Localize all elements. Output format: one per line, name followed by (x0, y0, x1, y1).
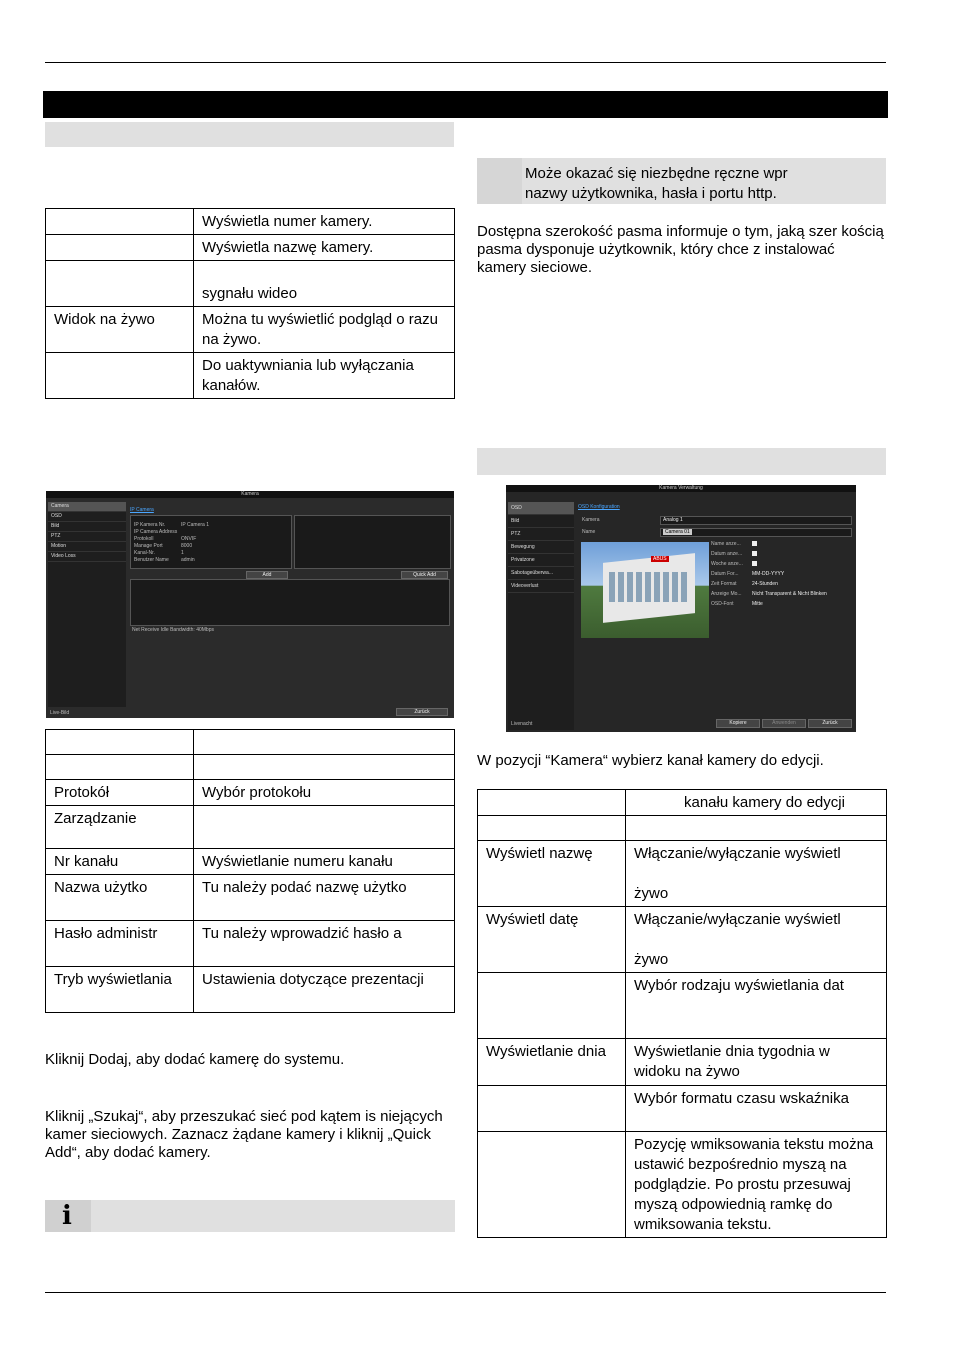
menu-item: Sabotageüberwa... (508, 567, 574, 580)
left-subheader-bar (45, 122, 454, 147)
table-value: Do uaktywniania lub wyłączania kanałów. (194, 353, 455, 399)
menu-item: OSD (508, 502, 574, 515)
menu-item: PTZ (508, 528, 574, 541)
table-key (478, 790, 626, 816)
osd-row-value: 24-Stunden (752, 581, 778, 587)
osd-row-value: Nicht Transparent & Nicht Blinken (752, 591, 827, 597)
table-key (46, 755, 194, 780)
table-key: Protokół (46, 780, 194, 806)
menu-item: Camera (48, 502, 126, 512)
screenshot-title: Kamera (46, 491, 454, 498)
camera-label: Kamera (582, 517, 600, 523)
table-value: Można tu wyświetlić podgląd o razu na żywo. (194, 307, 455, 353)
field-value: ONVIF (181, 536, 197, 542)
table-value: Wyświetlanie dnia tygodnia w widoku na żywo (626, 1039, 887, 1086)
copy-button: Kopiere (716, 719, 760, 728)
table-value (626, 816, 887, 841)
table-value: Włączanie/wyłączanie wyświetl żywo (626, 907, 887, 973)
field-label: Protokoll (134, 536, 154, 542)
camera-value: Analog 1 (663, 517, 683, 523)
table-value (194, 806, 455, 849)
table-value (194, 755, 455, 780)
menu-item: Privatzone (508, 554, 574, 567)
right-note-icon-box (477, 158, 522, 204)
osd-row-label: Woche anze... (711, 561, 743, 567)
table-value: Tu należy podać nazwę użytko (194, 875, 455, 921)
name-label: Name (582, 529, 596, 535)
table-value: sygnału wideo (194, 261, 455, 307)
checkbox (752, 551, 757, 556)
table-value: Tu należy wprowadzić hasło a (194, 921, 455, 967)
screenshot-menu (48, 502, 126, 707)
osd-row-label: Name anze... (711, 541, 741, 547)
screenshot-footer: Livenacht (511, 721, 533, 727)
camera-info-table (45, 208, 455, 399)
info-note-bar (45, 1200, 455, 1232)
screenshot-title: Kamera Verwaltung (506, 485, 856, 492)
info-icon: i (62, 1201, 72, 1231)
menu-item: Videoverlust (508, 580, 574, 593)
device-list (294, 515, 451, 569)
table-value: Wybór formatu czasu wskaźnika (626, 1086, 887, 1132)
bandwidth-paragraph: Dostępna szerokość pasma informuje o tym, jaką szer kością pasma dysponuje użytkownik, który chce z instalować kamery sieciowe. (477, 223, 884, 276)
table-value: Pozycję wmiksowania tekstu można ustawić bezpośrednio myszą na podglądzie. Po prostu przesuwaj myszą odpowiednią ramkę do wmiksowania tekstu. (626, 1132, 887, 1238)
field-value: 1 (181, 550, 184, 556)
menu-item: Video Loss (48, 552, 126, 562)
screenshot-footer: Live-Bild (50, 710, 70, 716)
menu-item: Motion (48, 542, 126, 552)
field-label: Kanal-Nr. (134, 550, 155, 556)
camera-grid (130, 579, 450, 626)
add-camera-paragraph: Kliknij Dodaj, aby dodać kamerę do systemu. (45, 1051, 345, 1068)
apply-button: Anwenden (762, 719, 806, 728)
table-key: Wyświetl nazwę (478, 841, 626, 907)
table-key: Widok na żywo (46, 307, 194, 353)
table-key: Hasło administr (46, 921, 194, 967)
menu-item: OSD (48, 512, 126, 522)
field-label: IP Camera Address (134, 529, 178, 535)
table-value: Wybór protokołu (194, 780, 455, 806)
camera-select-paragraph: W pozycji “Kamera“ wybierz kanał kamery do edycji. (477, 752, 824, 769)
checkbox (752, 541, 757, 546)
camera-select (660, 516, 852, 525)
menu-item: Bild (508, 515, 574, 528)
section-header-bar (43, 91, 888, 118)
osd-row-label: Datum For... (711, 571, 739, 577)
screenshot-menu (508, 502, 574, 730)
table-key: Zarządzanie (46, 806, 194, 849)
table-key: Nr kanału (46, 849, 194, 875)
table-key: Wyświetlanie dnia (478, 1039, 626, 1086)
osd-row-label: Datum anze... (711, 551, 743, 557)
screenshot-tab: IP Camera (130, 507, 154, 513)
screenshot-tab: OSD Konfiguration (578, 504, 620, 510)
table-key (46, 235, 194, 261)
table-value: kanału kamery do edycji (626, 790, 887, 816)
quick-add-button: Quick Add (401, 571, 448, 579)
top-rule (45, 62, 886, 63)
camera-preview (581, 542, 709, 638)
field-label: Benutzer Name (134, 557, 169, 563)
table-value: Ustawienia dotyczące prezentacji (194, 967, 455, 1013)
table-key: Wyświetl datę (478, 907, 626, 973)
add-button: Add (246, 571, 288, 579)
logo: ABUS (653, 556, 667, 562)
osd-row-label: Zeit Format (711, 581, 737, 587)
table-key (46, 353, 194, 399)
menu-item: PTZ (48, 532, 126, 542)
osd-row-value: MM-DD-YYYY (752, 571, 785, 577)
table-key (478, 816, 626, 841)
bottom-rule (45, 1292, 886, 1293)
table-value: Wyświetla nazwę kamery. (194, 235, 455, 261)
osd-row-label: Anzeige Mo... (711, 591, 742, 597)
back-button: Zurück (808, 719, 852, 728)
table-key: Tryb wyświetlania (46, 967, 194, 1013)
osd-table (477, 789, 887, 1238)
name-value: Camera 01 (665, 529, 690, 535)
right-subheader-bar (477, 448, 886, 475)
table-value (194, 730, 455, 755)
ip-camera-table (45, 729, 455, 1013)
table-value: Wyświetla numer kamery. (194, 209, 455, 235)
table-value: Wyświetlanie numeru kanału (194, 849, 455, 875)
table-key (46, 730, 194, 755)
table-value: Włączanie/wyłączanie wyświetl żywo (626, 841, 887, 907)
table-key (46, 261, 194, 307)
note-text: Może okazać się niezbędne ręczne wpr nazwy użytkownika, hasła i portu http. (525, 165, 788, 202)
back-button: Zurück (396, 708, 448, 716)
menu-item: Bild (48, 522, 126, 532)
osd-row-value: Mitte (752, 601, 763, 607)
search-paragraph: Kliknij „Szukaj“, aby przeszukać sieć pod kątem is niejących kamer sieciowych. Zaznacz żądane kamery i kliknij „Quick Add“, aby dodać kamery. (45, 1108, 443, 1161)
field-label: Manage Port (134, 543, 163, 549)
table-key (46, 209, 194, 235)
field-label: IP Kamera Nr. (134, 522, 166, 528)
field-value: IP Camera 1 (181, 522, 209, 528)
table-key (478, 1132, 626, 1238)
table-value: Wybór rodzaju wyświetlania dat (626, 973, 887, 1039)
checkbox (752, 561, 757, 566)
field-value: admin (181, 557, 195, 563)
osd-config-screenshot (506, 485, 856, 732)
table-key (478, 1086, 626, 1132)
table-key: Nazwa użytko (46, 875, 194, 921)
table-key (478, 973, 626, 1039)
bandwidth-status: Net Receive Idle Bandwidth: 40Mbps (132, 627, 214, 633)
building-windows (609, 572, 689, 602)
field-value: 8000 (181, 543, 193, 549)
menu-item: Bewegung (508, 541, 574, 554)
ip-camera-screenshot (46, 491, 454, 718)
osd-row-label: OSD-Font (711, 601, 734, 607)
